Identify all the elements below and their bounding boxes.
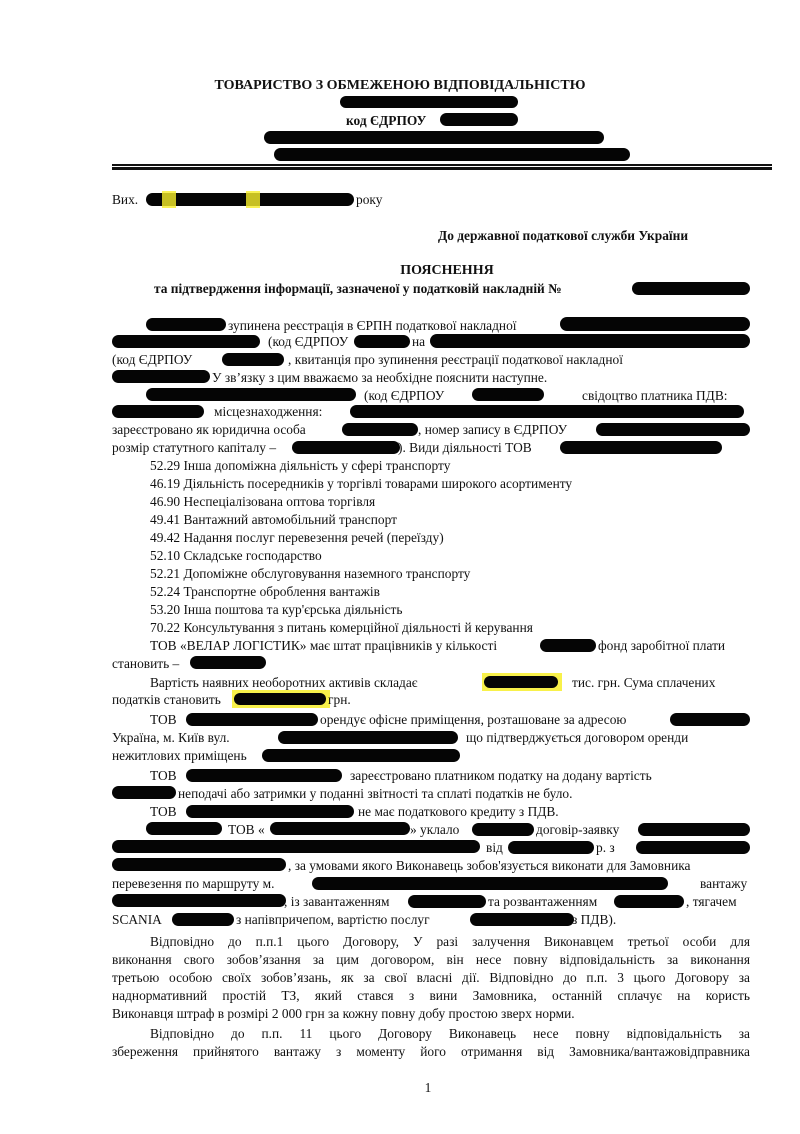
office-line2a: Україна, м. Київ вул. — [112, 730, 230, 745]
contract-line1a: ТОВ « — [228, 822, 265, 837]
clause1-line: виконання свого зобов’язання за цим договором, він несе повну відповідальність за виконання — [112, 952, 750, 967]
redacted-address — [350, 405, 744, 418]
activity-item: 70.22 Консультування з питань комерційної діяльності й керування — [150, 620, 533, 635]
redacted-record — [596, 423, 750, 436]
redacted-counterparty — [636, 841, 750, 854]
redacted-edrpou — [440, 113, 518, 126]
office-line2b: що підтверджується договором оренди — [466, 730, 689, 745]
redacted-price — [470, 913, 574, 926]
office-line1a: ТОВ — [150, 712, 177, 727]
redacted-counterparty — [112, 858, 286, 871]
staff-line1a: ТОВ «ВЕЛАР ЛОГІСТИК» має штат працівників у кількості — [150, 638, 498, 653]
company-type-heading: ТОВАРИСТВО З ОБМЕЖЕНОЮ ВІДПОВІДАЛЬНІСТЮ — [214, 78, 586, 93]
redacted-date — [508, 841, 594, 854]
office-line1b: орендує офісне приміщення, розташоване за адресою — [320, 712, 627, 727]
clause1-line: Відповідно до п.п.1 цього Договору, У разі залучення Виконавцем третьої особи для — [150, 934, 750, 949]
outgoing-suffix: року — [356, 192, 383, 207]
redacted-company — [186, 713, 318, 726]
page-number: 1 — [424, 1080, 432, 1095]
contract-line1b: » уклало — [410, 822, 460, 837]
activity-item: 46.19 Діяльність посередників у торгівлі товарами широкого асортименту — [150, 476, 573, 491]
redacted-contract-number — [638, 823, 750, 836]
p1-line2b: на — [412, 334, 426, 349]
activity-item: 52.24 Транспортне оброблення вантажів — [150, 584, 380, 599]
redacted-contract-details — [112, 840, 480, 853]
document-subtitle: та підтвердження інформації, зазначеної у податковій накладній № — [154, 281, 562, 296]
redacted-company — [270, 822, 410, 835]
contract-line6b: з напівпричепом, вартістю послуг — [236, 912, 430, 927]
redacted-taxes — [234, 693, 326, 705]
header-rule-thin — [112, 164, 772, 166]
clause1-line: третьою особою своїх зобов’язань, як за свої власні дії. Відповідно до п.п. 3 цього Договору за — [112, 970, 750, 985]
contract-line5a: , із завантаженням — [284, 894, 390, 909]
outgoing-prefix: Вих. — [112, 192, 139, 207]
redacted-date — [146, 822, 222, 835]
redacted-company — [186, 805, 354, 818]
redacted-staff-count — [540, 639, 596, 652]
activity-item: 52.21 Допоміжне обслуговування наземного транспорту — [150, 566, 471, 581]
header-rule-thick — [112, 167, 772, 170]
clause1-line: Виконавця штраф в розмірі 2 000 грн за кожну повну добу простою зверх норми. — [112, 1006, 575, 1021]
contract-line2a: від — [486, 840, 503, 855]
assets-line2a: податків становить — [112, 692, 221, 707]
redacted-date — [342, 423, 418, 436]
addressee: До державної податкової служби України — [438, 228, 689, 243]
redacted-receipt — [112, 370, 210, 383]
redacted-invoice-number — [632, 282, 750, 295]
contract-line3: , за умовами якого Виконавець зобов'язується виконати для Замовника — [288, 858, 691, 873]
p2-line4b: ). Види діяльності ТОВ — [398, 440, 532, 455]
p2-line2: місцезнаходження: — [214, 404, 323, 419]
redacted-route — [312, 877, 668, 890]
redacted-company — [186, 769, 342, 782]
redacted-cargo — [112, 894, 286, 907]
clause2-line: Відповідно до п.п. 11 цього Договору Виконавець несе повну відповідальність за — [150, 1026, 750, 1041]
p1-line3a: (код ЄДРПОУ — [112, 352, 193, 367]
activity-item: 52.29 Інша допоміжна діяльність у сфері транспорту — [150, 458, 451, 473]
redacted-counterparty — [430, 334, 750, 348]
vat-line1a: ТОВ — [150, 768, 177, 783]
redacted-street — [278, 731, 458, 744]
p2-line1b: свідоцтво платника ПДВ: — [582, 388, 728, 403]
redacted-address — [670, 713, 750, 726]
p1-line3b: , квитанція про зупинення реєстрації податкової накладної — [288, 352, 623, 367]
p1-line2a: (код ЄДРПОУ — [268, 334, 349, 349]
redacted-date — [472, 823, 534, 836]
redacted-company — [146, 388, 356, 401]
contract-line4a: перевезення по маршруту м. — [112, 876, 275, 891]
redacted-date — [614, 895, 684, 908]
contract-line1c: договір-заявку — [536, 822, 620, 837]
redacted-date — [408, 895, 486, 908]
redacted-date — [112, 786, 176, 799]
redacted-lease — [262, 749, 460, 762]
contract-line2b: р. з — [596, 840, 615, 855]
activity-item: 46.90 Неспеціалізована оптова торгівля — [150, 494, 376, 509]
p1-line4: У зв’язку з цим вважаємо за необхідне пояснити наступне. — [212, 370, 548, 385]
p2-line3b: , номер запису в ЄДРПОУ — [418, 422, 568, 437]
redacted-address-line-2 — [274, 148, 630, 161]
highlight-mark — [246, 191, 260, 208]
edrpou-label: код ЄДРПОУ — [346, 113, 427, 128]
redacted-capital — [292, 441, 400, 454]
clause2-line: збереження прийнятого вантажу з моменту його отримання від Замовника/вантажовідправника — [112, 1044, 750, 1059]
highlight-mark — [162, 191, 176, 208]
p2-line3a: зареєстровано як юридична особа — [112, 422, 306, 437]
redacted-code — [472, 388, 544, 401]
assets-line2b: грн. — [328, 692, 351, 707]
credit-line1b: не має податкового кредиту з ПДВ. — [358, 804, 559, 819]
contract-line6c: з ПДВ). — [572, 912, 617, 927]
vat-line1b: зареєстровано платником податку на додану вартість — [350, 768, 652, 783]
contract-line5b: та розвантаженням — [488, 894, 598, 909]
redacted-vehicle — [172, 913, 234, 926]
clause1-line: наднормативний простій ТЗ, який стався з вини Замовника, останній сплачує на користь — [112, 988, 750, 1003]
p2-line4a: розмір статутного капіталу – — [112, 440, 277, 455]
vat-line2: неподачі або затримки у поданні звітності та сплаті податків не було. — [178, 786, 573, 801]
redacted-vat-cert — [112, 405, 204, 418]
redacted-assets — [484, 676, 558, 688]
activity-item: 49.41 Вантажний автомобільний транспорт — [150, 512, 397, 527]
assets-line1a: Вартість наявних необоротних активів складає — [150, 675, 418, 690]
activity-item: 52.10 Складське господарство — [150, 548, 322, 563]
contract-line5c: , тягачем — [686, 894, 737, 909]
redacted-code — [354, 335, 410, 348]
staff-line1b: фонд заробітної плати — [598, 638, 726, 653]
p1-line1: зупинена реєстрація в ЄРПН податкової накладної — [228, 318, 517, 333]
contract-line6a: SCANIA — [112, 912, 162, 927]
redacted-company — [112, 335, 260, 348]
office-line3: нежитлових приміщень — [112, 748, 247, 763]
redacted-company — [560, 441, 722, 454]
redacted-date — [146, 318, 226, 331]
credit-line1a: ТОВ — [150, 804, 177, 819]
document-title: ПОЯСНЕННЯ — [400, 263, 494, 278]
p2-line1a: (код ЄДРПОУ — [364, 388, 445, 403]
contract-line4b: вантажу — [700, 876, 748, 891]
redacted-invoice — [560, 317, 750, 331]
redacted-payroll — [190, 656, 266, 669]
redacted-code — [222, 353, 284, 366]
activity-item: 49.42 Надання послуг перевезення речей (переїзду) — [150, 530, 444, 545]
redacted-company-name — [340, 96, 518, 108]
assets-line1b: тис. грн. Сума сплачених — [572, 675, 716, 690]
redacted-address-line-1 — [264, 131, 604, 144]
staff-line2: становить – — [112, 656, 180, 671]
activity-item: 53.20 Інша поштова та кур'єрська діяльність — [150, 602, 403, 617]
